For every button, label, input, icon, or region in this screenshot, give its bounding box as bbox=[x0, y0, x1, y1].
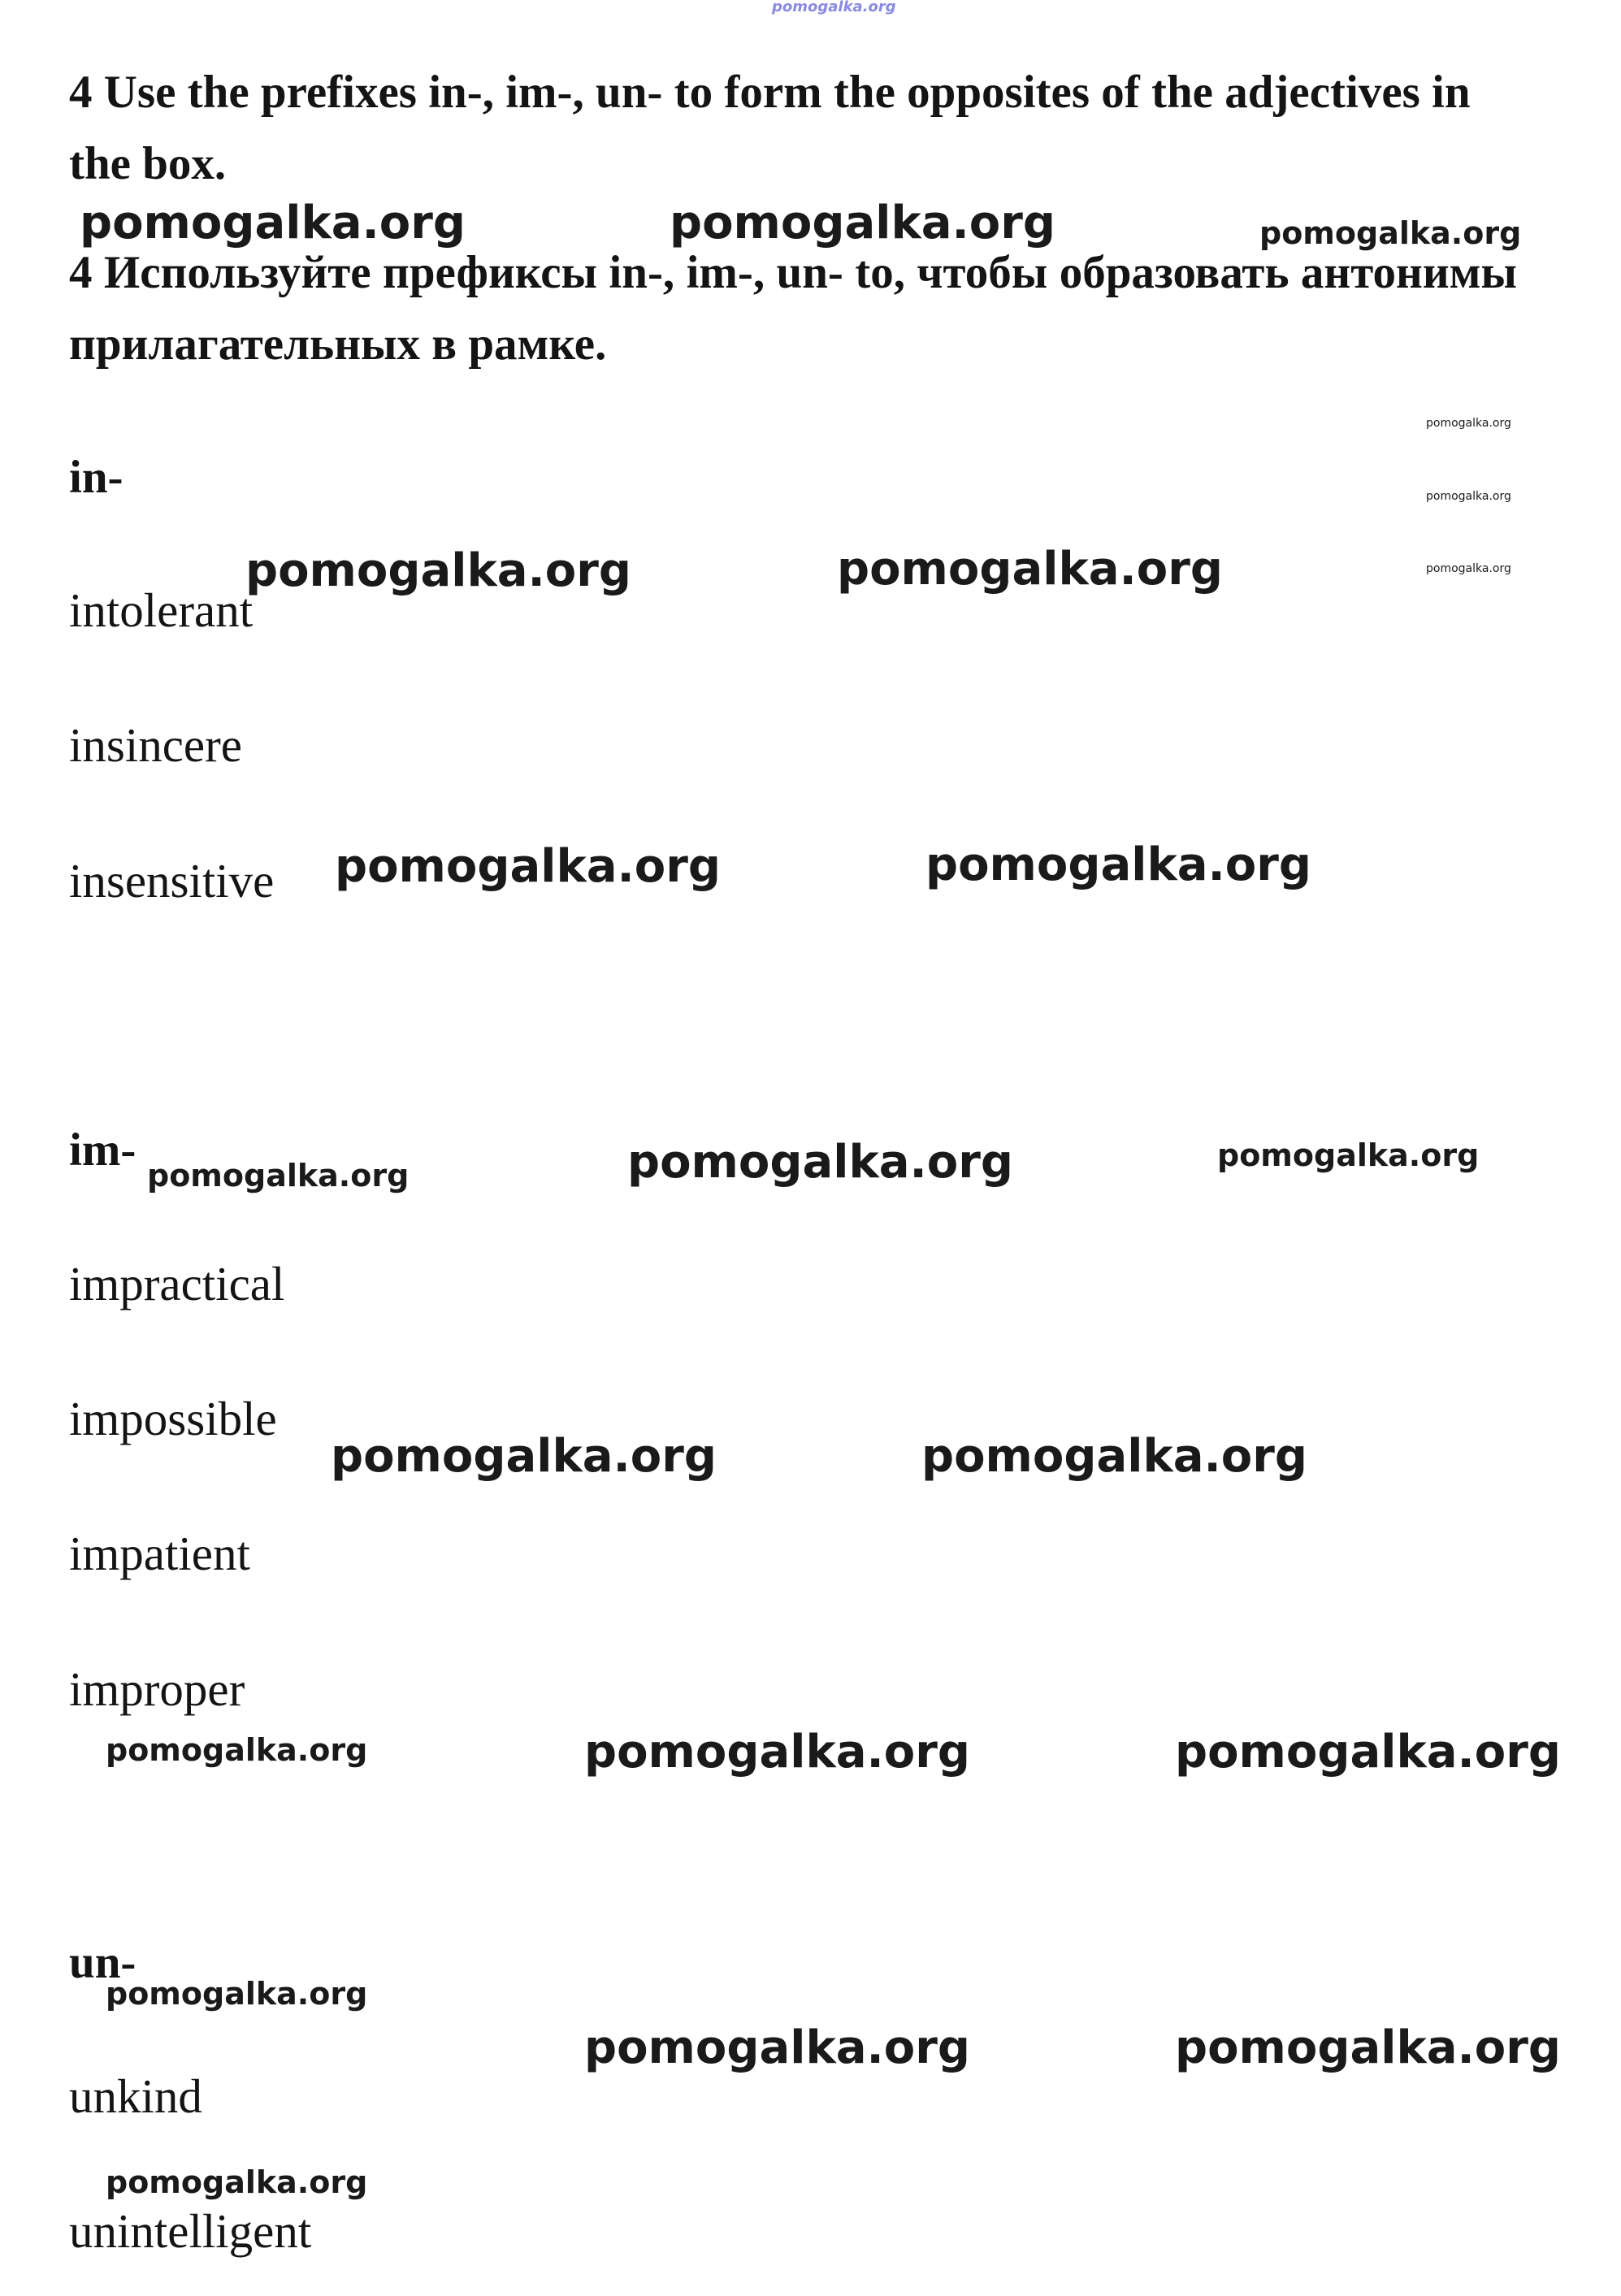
word-improper: improper bbox=[69, 1662, 245, 1716]
header-watermark: pomogalka.org bbox=[772, 0, 896, 15]
watermark: pomogalka.org bbox=[147, 1158, 410, 1193]
word-unintelligent: unintelligent bbox=[69, 2204, 312, 2258]
watermark: pomogalka.org bbox=[106, 1976, 368, 2012]
watermark: pomogalka.org bbox=[245, 544, 631, 597]
watermark: pomogalka.org bbox=[1259, 215, 1522, 251]
word-insensitive: insensitive bbox=[69, 854, 275, 908]
watermark: pomogalka.org bbox=[627, 1136, 1013, 1189]
watermark: pomogalka.org bbox=[837, 543, 1223, 596]
word-impractical: impractical bbox=[69, 1257, 285, 1310]
watermark: pomogalka.org bbox=[1175, 1726, 1561, 1778]
prefix-un: un- bbox=[69, 1937, 137, 1988]
watermark: pomogalka.org bbox=[106, 2164, 368, 2200]
task-title-en: 4 Use the prefixes in-, im-, un- to form the opposites of the adjectives in the box. bbox=[69, 67, 1471, 189]
watermark: pomogalka.org bbox=[925, 838, 1311, 891]
watermark: pomogalka.org bbox=[1175, 2021, 1561, 2074]
watermark: pomogalka.org bbox=[1217, 1137, 1480, 1173]
word-intolerant: intolerant bbox=[69, 583, 254, 637]
word-unkind: unkind bbox=[69, 2069, 202, 2123]
watermark: pomogalka.org bbox=[1426, 562, 1511, 575]
watermark: pomogalka.org bbox=[1426, 417, 1511, 430]
watermark: pomogalka.org bbox=[335, 840, 721, 893]
prefix-im: im- bbox=[69, 1124, 137, 1176]
word-insincere: insincere bbox=[69, 718, 242, 772]
watermark: pomogalka.org bbox=[584, 2021, 970, 2074]
watermark: pomogalka.org bbox=[584, 1726, 970, 1778]
watermark: pomogalka.org bbox=[1426, 490, 1511, 503]
prefix-in: in- bbox=[69, 452, 124, 503]
word-impossible: impossible bbox=[69, 1392, 277, 1445]
watermark: pomogalka.org bbox=[670, 197, 1055, 249]
watermark: pomogalka.org bbox=[921, 1430, 1307, 1483]
word-impatient: impatient bbox=[69, 1527, 250, 1580]
watermark: pomogalka.org bbox=[106, 1732, 368, 1768]
task-title-ru: 4 Используйте префиксы in-, im-, un- to, чтобы образовать антонимы прилагательных в рамке. bbox=[69, 247, 1517, 370]
watermark: pomogalka.org bbox=[80, 197, 466, 249]
watermark: pomogalka.org bbox=[331, 1430, 717, 1483]
